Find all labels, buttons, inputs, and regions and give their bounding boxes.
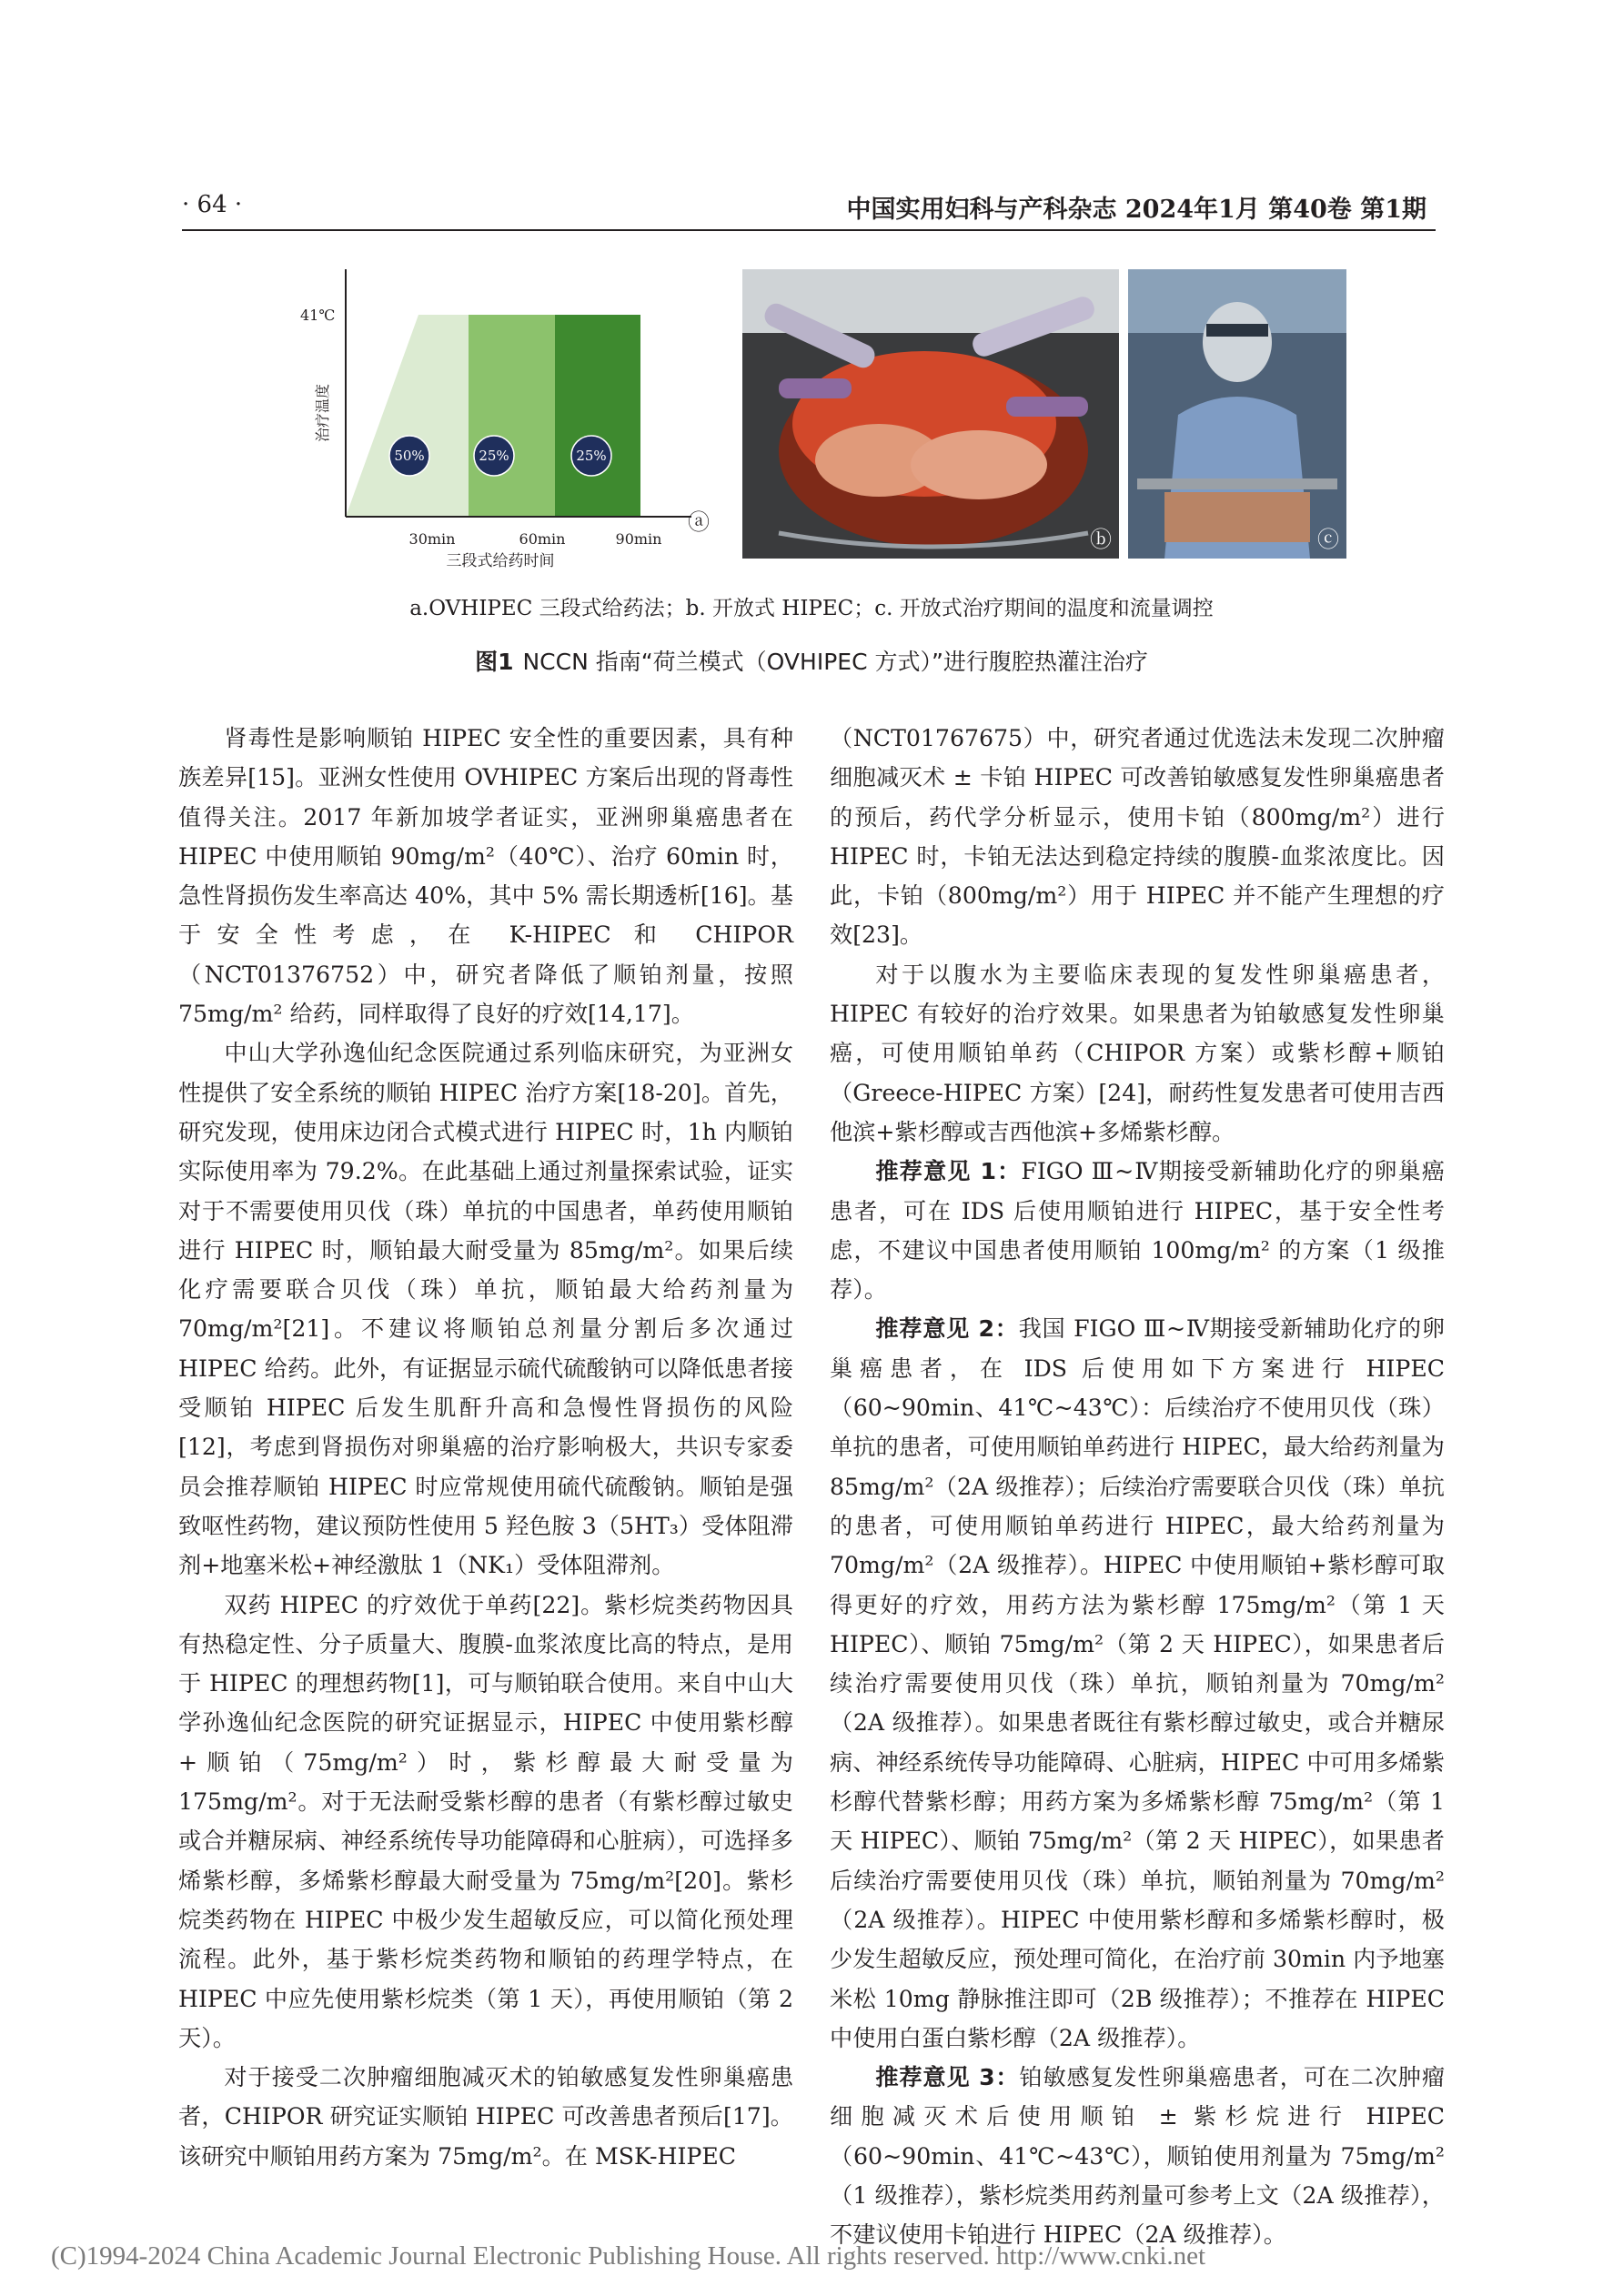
panel-label-b: ⓑ [1090,527,1112,552]
journal-title: 中国实用妇科与产科杂志 2024年1月 第40卷 第1期 [846,196,1426,224]
figure-caption [0,644,1623,677]
seg2-area [469,315,555,517]
x-tick-30: 30min [408,530,456,548]
figure-subcaption: a.OVHIPEC 三段式给药法；b. 开放式 HIPEC；c. 开放式治疗期间的温度和流量调控 [409,597,1214,620]
copyright-footer: (C)1994-2024 China Academic Journal Electronic Publishing House. All rights reserved. http://www.cnki.net [51,2241,1206,2271]
photo-open-hipec [742,269,1119,559]
recommendation-3-text: 铂敏感复发性卵巢癌患者，可在二次肿瘤细胞减灭术后使用顺铂 ± 紫杉烷进行 HIPEC（60~90min、41℃~43℃），顺铂使用剂量为 75mg/m²（1 级推荐），紫杉烷类用药剂量可参考上文（2A 级推荐），不建议使用卡铂进行 HIPEC（2A 级推荐）。 [830,2064,1446,2249]
recommendation-1-text: FIGO Ⅲ~Ⅳ期接受新辅助化疗的卵巢癌患者，可在 IDS 后使用顺铂进行 HIPEC，基于安全性考虑，不建议中国患者使用顺铂 100mg/m² 的方案（1 级推荐）。 [830,1158,1445,1304]
right-column [830,719,1445,2255]
header-rule [182,229,1436,231]
recommendation-2-label: 推荐意见 2： [875,1315,1019,1343]
x-tick-60: 60min [519,530,566,548]
photo-temperature-control [1128,269,1346,559]
paragraph-sysu-cisplatin: 中山大学孙逸仙纪念医院通过系列临床研究，为亚洲女性提供了安全系统的顺铂 HIPEC 治疗方案[18-20]。首先，研究发现，使用床边闭合式模式进行 HIPEC 时，1h 内顺铂实际使用率为 79.2%。在此基础上通过剂量探索试验，证实对于不需要使用贝伐（珠）单抗的中国患者，单药使用顺铂进行 HIPEC 时，顺铂最大耐受量为 85mg/m²。如果后续化疗需要联合贝伐（珠）单抗，顺铂最大给药剂量为 70mg/m²[21]。不建议将顺铂总剂量分割后多次通过 HIPEC 给药。此外，有证据显示硫代硫酸钠可以降低患者接受顺铂 HIPEC 后发生肌酐升高和急慢性肾损伤的风险[12]，考虑到肾损伤对卵巢癌的治疗影响极大，共识专家委员会推荐顺铂 HIPEC 时应常规使用硫代硫酸钠。顺铂是强致呕性药物，建议预防性使用 5 羟色胺 3（5HT₃）受体阻滞剂+地塞米松+神经激肽 1（NK₁）受体阻滞剂。 [178,1040,793,1579]
recommendation-3-label: 推荐意见 3： [875,2064,1020,2091]
recommendation-2-text: 我国 FIGO Ⅲ~Ⅳ期接受新辅助化疗的卵巢癌患者，在 IDS 后使用如下方案进行 HIPEC（60~90min、41℃~43℃）：后续治疗不使用贝伐（珠）单抗的患者，可使用顺铂单药进行 HIPEC，最大给药剂量为 85mg/m²（2A 级推荐）；后续治疗需要联合贝伐（珠）单抗的患者，可使用顺铂单药进行 HIPEC，最大给药剂量为 70mg/m²（2A 级推荐）。HIPEC 中使用顺铂+紫杉醇可取得更好的疗效，用药方法为紫杉醇 175mg/m²（第 1 天 HIPEC）、顺铂 75mg/m²（第 2 天 HIPEC），如果患者后续治疗需要使用贝伐（珠）单抗，顺铂剂量为 70mg/m²（2A 级推荐）。如果患者既往有紫杉醇过敏史，或合并糖尿病、神经系统传导功能障碍、心脏病，HIPEC 中可用多烯紫杉醇代替紫杉醇；用药方案为多烯紫杉醇 75mg/m²（第 1 天 HIPEC）、顺铂 75mg/m²（第 2 天 HIPEC），如果患者后续治疗需要使用贝伐（珠）单抗，顺铂剂量为 70mg/m²（2A 级推荐）。HIPEC 中使用紫杉醇和多烯紫杉醇时，极少发生超敏反应，预处理可简化，在治疗前 30min 内予地塞米松 10mg 静脉推注即可（2B 级推荐）；不推荐在 HIPEC 中使用白蛋白紫杉醇（2A 级推荐）。 [830,1315,1446,2051]
x-tick-90: 90min [615,530,662,548]
badge-25a-label: 25% [479,448,509,464]
paragraph-ascites: 对于以腹水为主要临床表现的复发性卵巢癌患者，HIPEC 有较好的治疗效果。如果患者为铂敏感复发性卵巢癌，可使用顺铂单药（CHIPOR 方案）或紫杉醇+顺铂（Greece-HIPEC 方案）[24]，耐药性复发患者可使用吉西他滨+紫杉醇或吉西他滨+多烯紫杉醇。 [830,961,1445,1145]
recommendation-1 [830,1152,1445,1309]
recommendation-2 [830,1309,1445,2058]
badge-50-label: 50% [394,448,425,464]
figure-caption-text: NCCN 指南“荷兰模式（OVHIPEC 方式）”进行腹腔热灌注治疗 [522,649,1148,675]
badge-25b-label: 25% [576,448,607,464]
ovhipec-chart [291,269,710,579]
paragraph-dual-drug: 双药 HIPEC 的疗效优于单药[22]。紫杉烷类药物因具有热稳定性、分子质量大、腹膜-血浆浓度比高的特点，是用于 HIPEC 的理想药物[1]，可与顺铂联合使用。来自中山大学孙逸仙纪念医院的研究证据显示，HIPEC 中使用紫杉醇+顺铂（75mg/m²）时，紫杉醇最大耐受量为 175mg/m²。对于无法耐受紫杉醇的患者（有紫杉醇过敏史或合并糖尿病、神经系统传导功能障碍和心脏病），可选择多烯紫杉醇，多烯紫杉醇最大耐受量为 75mg/m²[20]。紫杉烷类药物在 HIPEC 中极少发生超敏反应，可以简化预处理流程。此外，基于紫杉烷类药物和顺铂的药理学特点，在 HIPEC 中应先使用紫杉烷类（第 1 天），再使用顺铂（第 2 天）。 [178,1591,793,2051]
panel-label-a: ⓐ [688,509,710,535]
x-axis-label: 三段式给药时间 [446,552,555,570]
paragraph-mskcc-cont: （NCT01767675）中，研究者通过优选法未发现二次肿瘤细胞减灭术 ± 卡铂 HIPEC 可改善铂敏感复发性卵巢癌患者的预后，药代学分析显示，使用卡铂（800mg/m²）进行 HIPEC 时，卡铂无法达到稳定持续的腹膜-血浆浓度比。因此，卡铂（800mg/m²）用于 HIPEC 并不能产生理想的疗效[23]。 [830,725,1445,949]
seg1-area [346,315,469,517]
y-axis-label: 治疗温度 [314,383,331,442]
paragraph-secondary-surgery: 对于接受二次肿瘤细胞减灭术的铂敏感复发性卵巢癌患者，CHIPOR 研究证实顺铂 HIPEC 可改善患者预后[17]。该研究中顺铂用药方案为 75mg/m²。在 MSK-HIPEC [178,2064,793,2170]
panel-label-c: ⓒ [1317,527,1339,552]
page-number: · 64 · [182,191,243,218]
photo-b-drawing [742,269,1119,559]
paragraph-nephrotoxicity: 肾毒性是影响顺铂 HIPEC 安全性的重要因素，具有种族差异[15]。亚洲女性使用 OVHIPEC 方案后出现的肾毒性值得关注。2017 年新加坡学者证实，亚洲卵巢癌患者在 HIPEC 中使用顺铂 90mg/m²（40℃）、治疗 60min 时，急性肾损伤发生率高达 40%，其中 5% 需长期透析[16]。基于安全性考虑，在 K-HIPEC 和 CHIPOR（NCT01376752）中，研究者降低了顺铂剂量，按照 75mg/m² 给药，同样取得了良好的疗效[14,17]。 [178,725,793,1028]
seg3-area [555,315,640,517]
figure-caption-label: 图1 [475,649,514,675]
y-tick-41: 41℃ [300,307,336,324]
recommendation-3 [830,2058,1445,2254]
recommendation-1-label: 推荐意见 1： [875,1158,1022,1185]
photo-c-drawing [1128,269,1346,559]
left-column [178,719,793,2176]
